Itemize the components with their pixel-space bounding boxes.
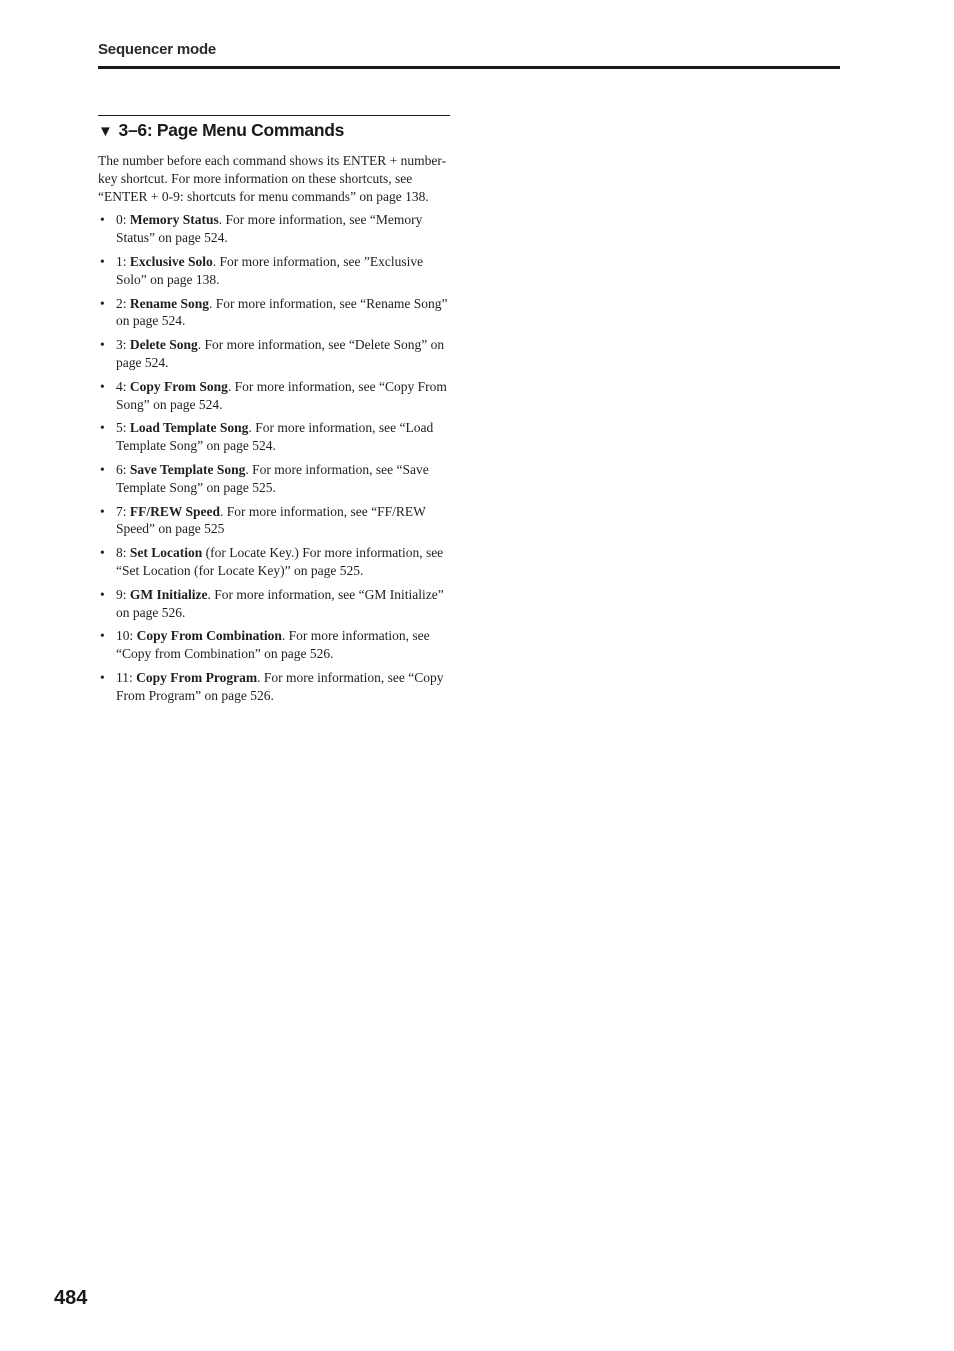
page-number: 484 [54,1287,88,1309]
running-header: Sequencer mode [98,41,217,58]
list-item: • 8: Set Location (for Locate Key.) For more information, see “Set Location (for Locate Key)” on page 525. [100,545,444,578]
intro-paragraph: The number before each command shows its ENTER + number-key shortcut. For more information on these shortcuts, see “ENTER + 0-9: shortcuts for menu commands” on page 138. [98,153,447,204]
command-list [98,211,450,704]
list-item: • 11: Copy From Program. For more information, see “Copy From Program” on page 526. [100,669,444,703]
bullet-icon: • [100,669,105,685]
command-name: Copy From Song [129,378,228,394]
command-name: Delete Song [129,337,198,353]
command-name: GM Initialize [129,586,208,602]
command-name: Load Template Song [129,420,249,436]
bullet-icon: • [100,586,105,602]
bullet-icon: • [100,253,105,269]
command-name: Exclusive Solo [129,253,213,269]
list-item: • 5: Load Template Song. For more information, see “Load Template Song” on page 524. [100,420,434,454]
command-name: Set Location [129,545,203,561]
list-item: • 9: GM Initialize. For more information, see “GM Initialize” on page 526. [100,586,444,620]
command-name: Save Template Song [129,461,246,477]
command-name: Copy From Combination [136,628,282,644]
command-name: FF/REW Speed [129,503,221,519]
list-item: • 6: Save Template Song. For more information, see “Save Template Song” on page 525. [100,461,429,495]
list-item: • 3: Delete Song. For more information, see “Delete Song” on page 524. [100,337,445,370]
triangle-down-icon: ▼ [98,123,113,140]
bullet-icon: • [100,503,105,519]
command-name: Rename Song [129,295,210,311]
header-rule [98,66,840,69]
bullet-icon: • [100,628,105,644]
section-title-text: 3–6: Page Menu Commands [118,120,345,140]
bullet-icon: • [100,461,105,477]
list-item: • 10: Copy From Combination. For more information, see “Copy from Combination” on page 526. [100,628,430,662]
list-item: • 1: Exclusive Solo. For more information, see ”Exclusive Solo” on page 138. [100,253,424,287]
list-item: • 7: FF/REW Speed. For more information, see “FF/REW Speed” on page 525 [100,503,426,537]
bullet-icon: • [100,378,105,394]
list-item: • 4: Copy From Song. For more information, see “Copy From Song” on page 524. [100,378,447,412]
bullet-icon: • [100,295,105,311]
bullet-icon: • [100,337,105,353]
main-column [98,115,450,711]
bullet-icon: • [100,420,105,436]
list-item: • 2: Rename Song. For more information, see “Rename Song” on page 524. [100,295,448,329]
command-name: Copy From Program [136,669,258,685]
section-heading [98,115,450,143]
bullet-icon: • [100,212,105,228]
list-item: • 0: Memory Status. For more information, see “Memory Status” on page 524. [100,212,423,246]
command-name: Memory Status [129,212,219,228]
bullet-icon: • [100,545,105,561]
